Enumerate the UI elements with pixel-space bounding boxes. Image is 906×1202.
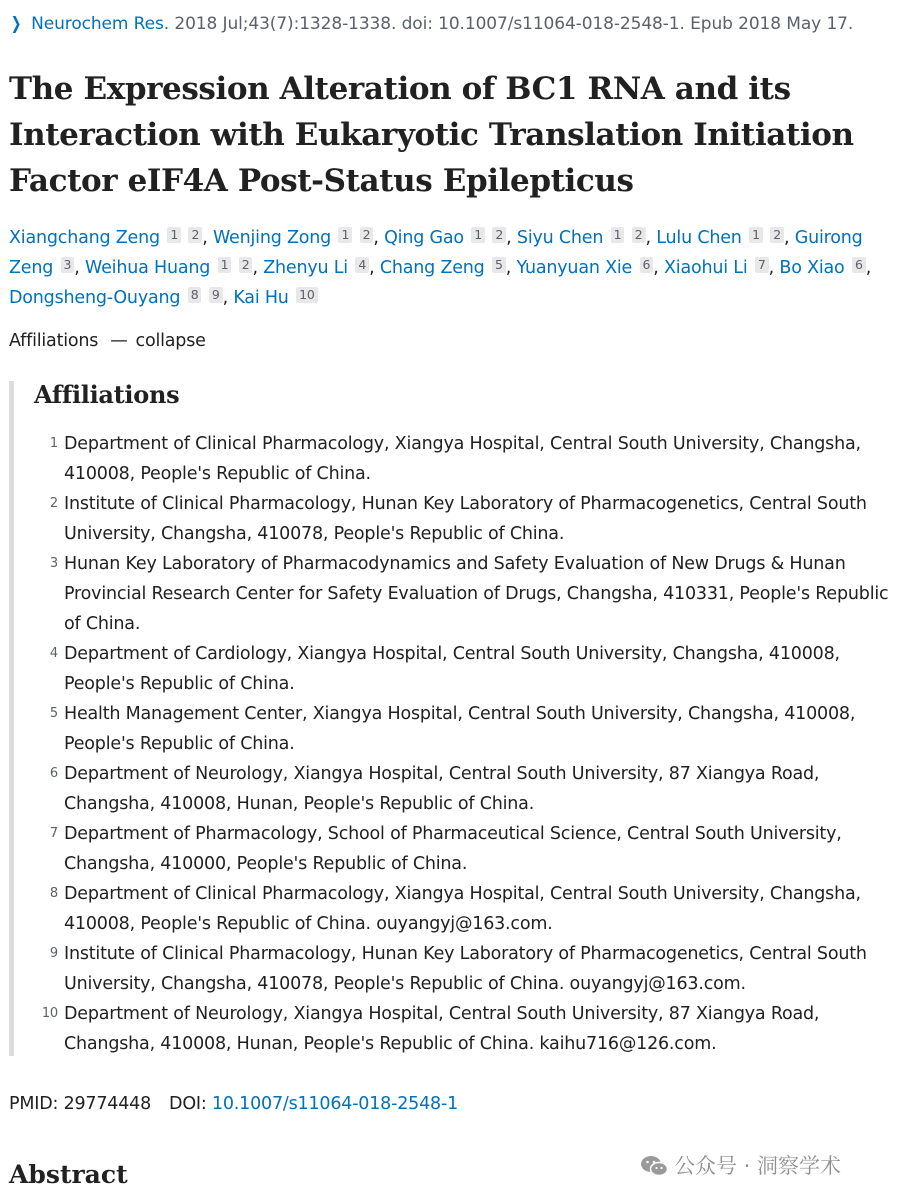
affiliation-ref-badge[interactable]: 6	[640, 257, 654, 273]
affiliation-ref-badge[interactable]: 2	[770, 227, 784, 243]
affiliation-number: 7	[49, 826, 58, 841]
affiliation-ref-badge[interactable]: 2	[492, 227, 506, 243]
pmid-value: 29774448	[63, 1094, 152, 1114]
identifiers	[9, 1094, 458, 1114]
affiliations-toggle[interactable]	[9, 331, 206, 351]
affiliation-ref-badge[interactable]: 2	[239, 257, 253, 273]
doi-link[interactable]: 10.1007/s11064-018-2548-1	[211, 1094, 459, 1114]
watermark	[640, 1150, 841, 1180]
authors-list: Xiangchang Zeng 1 2 , Wenjing Zong 1 2 , Qing Gao 1 2 , Siyu Chen 1 2 , Lulu Chen 1 2 , Guirong Zeng 3 , Weihua Huang 1 2 , Zhenyu Li 4 , Chang Zeng 5 , Yuanyuan Xie 6 , Xiaohui Li 7 , Bo Xiao 6 , Dongsheng-Ouyang 8 9 , Kai Hu 10	[9, 227, 872, 308]
affiliation-ref-badge[interactable]: 1	[338, 227, 352, 243]
pmid-label: PMID:	[9, 1094, 59, 1114]
affiliation-number: 8	[49, 886, 58, 901]
affiliations-toggle-label: Affiliations	[9, 331, 99, 351]
affiliation-number: 10	[41, 1006, 58, 1021]
affiliation-ref-badge[interactable]: 7	[755, 257, 769, 273]
affiliation-ref-badge[interactable]: 1	[611, 227, 625, 243]
affiliation-text: Department of Clinical Pharmacology, Xiangya Hospital, Central South University, Changsha, 410008, People's Republic of China.	[64, 434, 861, 484]
affiliation-ref-badge[interactable]: 1	[471, 227, 485, 243]
affiliation-item	[14, 489, 906, 549]
article-title: The Expression Alteration of BC1 RNA and its Interaction with Eukaryotic Translation Initiation Factor eIF4A Post-Status Epilepticus	[9, 71, 854, 199]
affiliation-ref-badge[interactable]: 2	[360, 227, 374, 243]
affiliation-ref-badge[interactable]: 1	[167, 227, 181, 243]
affiliation-ref-badge[interactable]: 2	[188, 227, 202, 243]
affiliation-ref-badge[interactable]: 6	[852, 257, 866, 273]
collapse-dash-icon: —	[110, 331, 128, 351]
affiliation-ref-badge[interactable]: 10	[296, 287, 318, 303]
author-link[interactable]: Bo Xiao	[779, 258, 845, 278]
journal-link[interactable]: Neurochem Res.	[31, 14, 170, 34]
affiliation-item	[14, 879, 906, 939]
author-link[interactable]: Wenjing Zong	[212, 228, 332, 248]
affiliation-text: Hunan Key Laboratory of Pharmacodynamics and Safety Evaluation of New Drugs & Hunan Provincial Research Center for Safety Evaluation of Drugs, Changsha, 410331, People's Republic of China.	[64, 554, 889, 634]
author-link[interactable]: Chang Zeng	[379, 258, 485, 278]
author-link[interactable]: Xiangchang Zeng	[9, 228, 160, 248]
affiliation-text: Department of Pharmacology, School of Pharmaceutical Science, Central South University, Changsha, 410000, People's Republic of China.	[64, 824, 842, 874]
author-link[interactable]: Xiaohui Li	[664, 258, 748, 278]
affiliation-item	[14, 699, 906, 759]
affiliation-ref-badge[interactable]: 3	[61, 257, 75, 273]
affiliation-item	[14, 819, 906, 879]
author-link[interactable]: Qing Gao	[384, 228, 464, 248]
affiliations-panel	[9, 381, 906, 1056]
wechat-icon	[640, 1155, 668, 1177]
author-link[interactable]: Zhenyu Li	[263, 258, 348, 278]
affiliation-item	[14, 429, 906, 489]
affiliations-list	[14, 429, 906, 1059]
author-link[interactable]: Weihua Huang	[85, 258, 211, 278]
affiliation-number: 6	[49, 766, 58, 781]
affiliation-number: 4	[49, 646, 58, 661]
affiliation-text: Health Management Center, Xiangya Hospital, Central South University, Changsha, 410008, People's Republic of China.	[64, 704, 856, 754]
affiliation-text: Department of Neurology, Xiangya Hospital, Central South University, 87 Xiangya Road, Changsha, 410008, Hunan, People's Republic of China.	[64, 764, 820, 814]
watermark-text: 公众号 · 洞察学术	[674, 1154, 842, 1178]
affiliation-text: Department of Clinical Pharmacology, Xiangya Hospital, Central South University, Changsha, 410008, People's Republic of China. ouyangyj@163.com.	[64, 884, 861, 934]
author-link[interactable]: Lulu Chen	[656, 228, 742, 248]
affiliation-item	[14, 639, 906, 699]
affiliation-number: 9	[49, 946, 58, 961]
author-link[interactable]: Kai Hu	[233, 288, 289, 308]
affiliation-item	[14, 939, 906, 999]
affiliation-item	[14, 549, 906, 639]
affiliation-ref-badge[interactable]: 1	[218, 257, 232, 273]
affiliation-item	[14, 759, 906, 819]
affiliation-number: 5	[49, 706, 58, 721]
citation-details: 2018 Jul;43(7):1328-1338. doi: 10.1007/s11064-018-2548-1. Epub 2018 May 17.	[174, 14, 854, 34]
affiliation-text: Department of Neurology, Xiangya Hospital, Central South University, 87 Xiangya Road, Changsha, 410008, Hunan, People's Republic of China. kaihu716@126.com.	[64, 1004, 820, 1054]
affiliation-ref-badge[interactable]: 5	[492, 257, 506, 273]
affiliation-ref-badge[interactable]: 8	[188, 287, 202, 303]
chevron-right-icon[interactable]: ❯	[10, 14, 22, 34]
affiliations-heading: Affiliations	[34, 380, 180, 409]
affiliation-number: 3	[49, 556, 58, 571]
abstract-heading: Abstract	[9, 1160, 128, 1189]
affiliation-text: Institute of Clinical Pharmacology, Hunan Key Laboratory of Pharmacogenetics, Central South University, Changsha, 410078, People's Republic of China.	[64, 494, 867, 544]
citation-line	[9, 14, 853, 34]
author-link[interactable]: Dongsheng-Ouyang	[9, 288, 181, 308]
affiliation-text: Institute of Clinical Pharmacology, Hunan Key Laboratory of Pharmacogenetics, Central South University, Changsha, 410078, People's Republic of China. ouyangyj@163.com.	[64, 944, 867, 994]
author-link[interactable]: Yuanyuan Xie	[516, 258, 633, 278]
author-link[interactable]: Siyu Chen	[516, 228, 604, 248]
doi-label: DOI:	[169, 1094, 207, 1114]
author-link[interactable]: Guirong Zeng	[9, 228, 863, 278]
affiliation-number: 1	[49, 436, 58, 451]
affiliation-text: Department of Cardiology, Xiangya Hospital, Central South University, Changsha, 410008, People's Republic of China.	[64, 644, 840, 694]
affiliation-ref-badge[interactable]: 4	[355, 257, 369, 273]
affiliation-ref-badge[interactable]: 2	[632, 227, 646, 243]
affiliation-number: 2	[49, 496, 58, 511]
affiliation-ref-badge[interactable]: 9	[209, 287, 223, 303]
collapse-link[interactable]: collapse	[135, 331, 206, 351]
affiliation-ref-badge[interactable]: 1	[749, 227, 763, 243]
affiliation-item	[14, 999, 906, 1059]
